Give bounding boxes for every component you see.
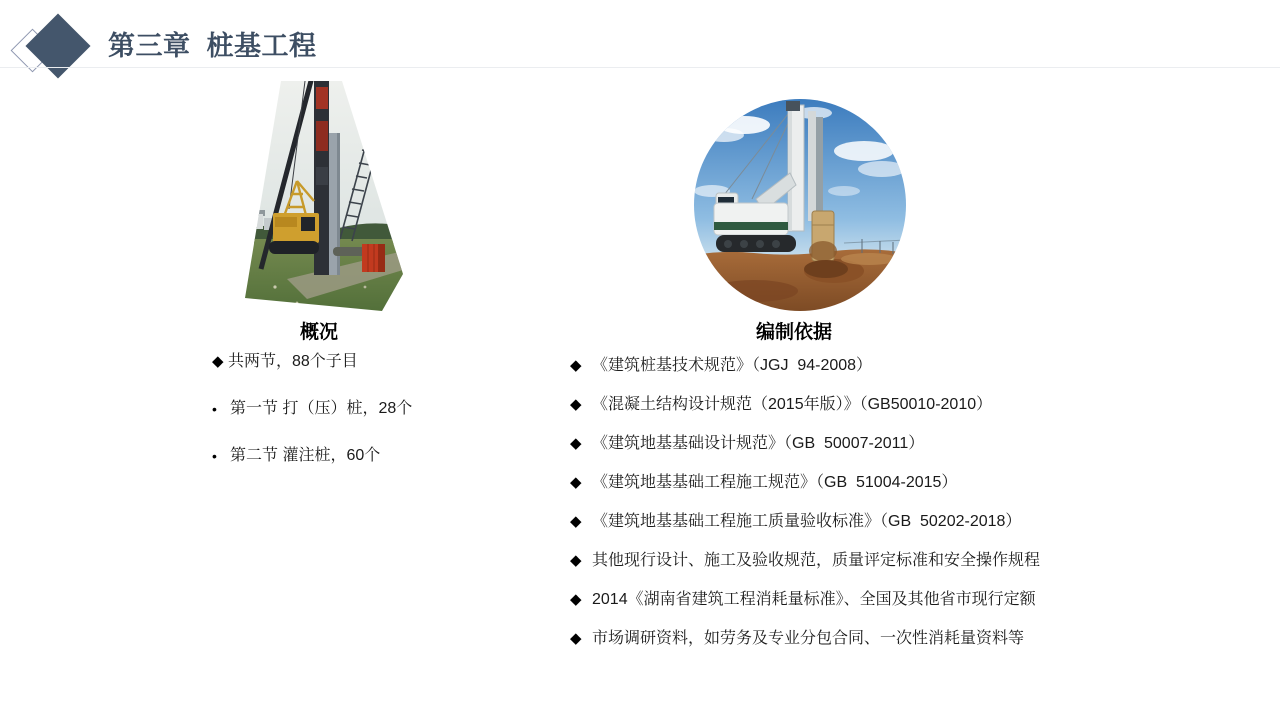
list-item-text: 《混凝土结构设计规范（2015年版）》（GB50010-2010） bbox=[592, 396, 993, 413]
diamond-bullet-icon: ◆ bbox=[570, 630, 582, 647]
main-mast bbox=[786, 101, 804, 231]
page-title: 第三章 桩基工程 bbox=[108, 31, 317, 61]
basis-list bbox=[570, 356, 1130, 668]
secondary-mast bbox=[808, 111, 816, 221]
diamond-bullet-icon: ◆ bbox=[212, 353, 224, 370]
list-item bbox=[570, 395, 1130, 415]
list-item bbox=[570, 512, 1130, 532]
diamond-bullet-icon: ◆ bbox=[570, 357, 582, 374]
dot-bullet-icon: • bbox=[212, 401, 217, 417]
drilling-rig-photo-art bbox=[694, 99, 906, 311]
overview-list bbox=[212, 352, 512, 493]
list-item bbox=[212, 352, 512, 372]
chapter-logo-icon bbox=[0, 0, 100, 90]
red-container bbox=[362, 244, 385, 272]
list-item bbox=[212, 399, 512, 419]
dot-bullet-icon: • bbox=[212, 448, 217, 464]
list-item bbox=[570, 473, 1130, 493]
diamond-bullet-icon: ◆ bbox=[570, 474, 582, 491]
overview-heading: 概况 bbox=[299, 322, 338, 343]
list-item-text: 《建筑桩基技术规范》（JGJ 94-2008） bbox=[592, 357, 873, 374]
diamond-bullet-icon: ◆ bbox=[570, 552, 582, 569]
list-item bbox=[570, 551, 1130, 571]
header-divider bbox=[0, 67, 1280, 68]
basis-heading: 编制依据 bbox=[755, 322, 832, 343]
list-item-text: 《建筑地基基础工程施工质量验收标准》（GB 50202-2018） bbox=[592, 513, 1022, 530]
diamond-bullet-icon: ◆ bbox=[570, 435, 582, 452]
diamond-bullet-icon: ◆ bbox=[570, 513, 582, 530]
list-item-text: 第一节 打（压）桩，28个 bbox=[230, 400, 413, 417]
list-item-text: 其他现行设计、施工及验收规范，质量评定标准和安全操作规程 bbox=[592, 552, 1041, 569]
drilling-rig-photo bbox=[694, 99, 906, 311]
list-item-text: 《建筑地基基础设计规范》（GB 50007-2011） bbox=[592, 435, 925, 452]
list-item bbox=[570, 590, 1130, 610]
list-item-text: 共两节，88个子目 bbox=[228, 353, 358, 370]
list-item bbox=[570, 629, 1130, 649]
list-item bbox=[570, 356, 1130, 376]
list-item bbox=[570, 434, 1130, 454]
diamond-bullet-icon: ◆ bbox=[570, 591, 582, 608]
diamond-bullet-icon: ◆ bbox=[570, 396, 582, 413]
list-item-text: 2014《湖南省建筑工程消耗量标准》、全国及其他省市现行定额 bbox=[592, 591, 1036, 608]
pile-driver-photo bbox=[245, 81, 403, 311]
list-item-text: 市场调研资料，如劳务及专业分包合同、一次性消耗量资料等 bbox=[592, 630, 1025, 647]
list-item bbox=[212, 446, 512, 466]
list-item-text: 《建筑地基基础工程施工规范》（GB 51004-2015） bbox=[592, 474, 958, 491]
list-item-text: 第二节 灌注桩，60个 bbox=[230, 447, 381, 464]
pile-driver-photo-art bbox=[245, 81, 403, 311]
house bbox=[247, 214, 263, 229]
